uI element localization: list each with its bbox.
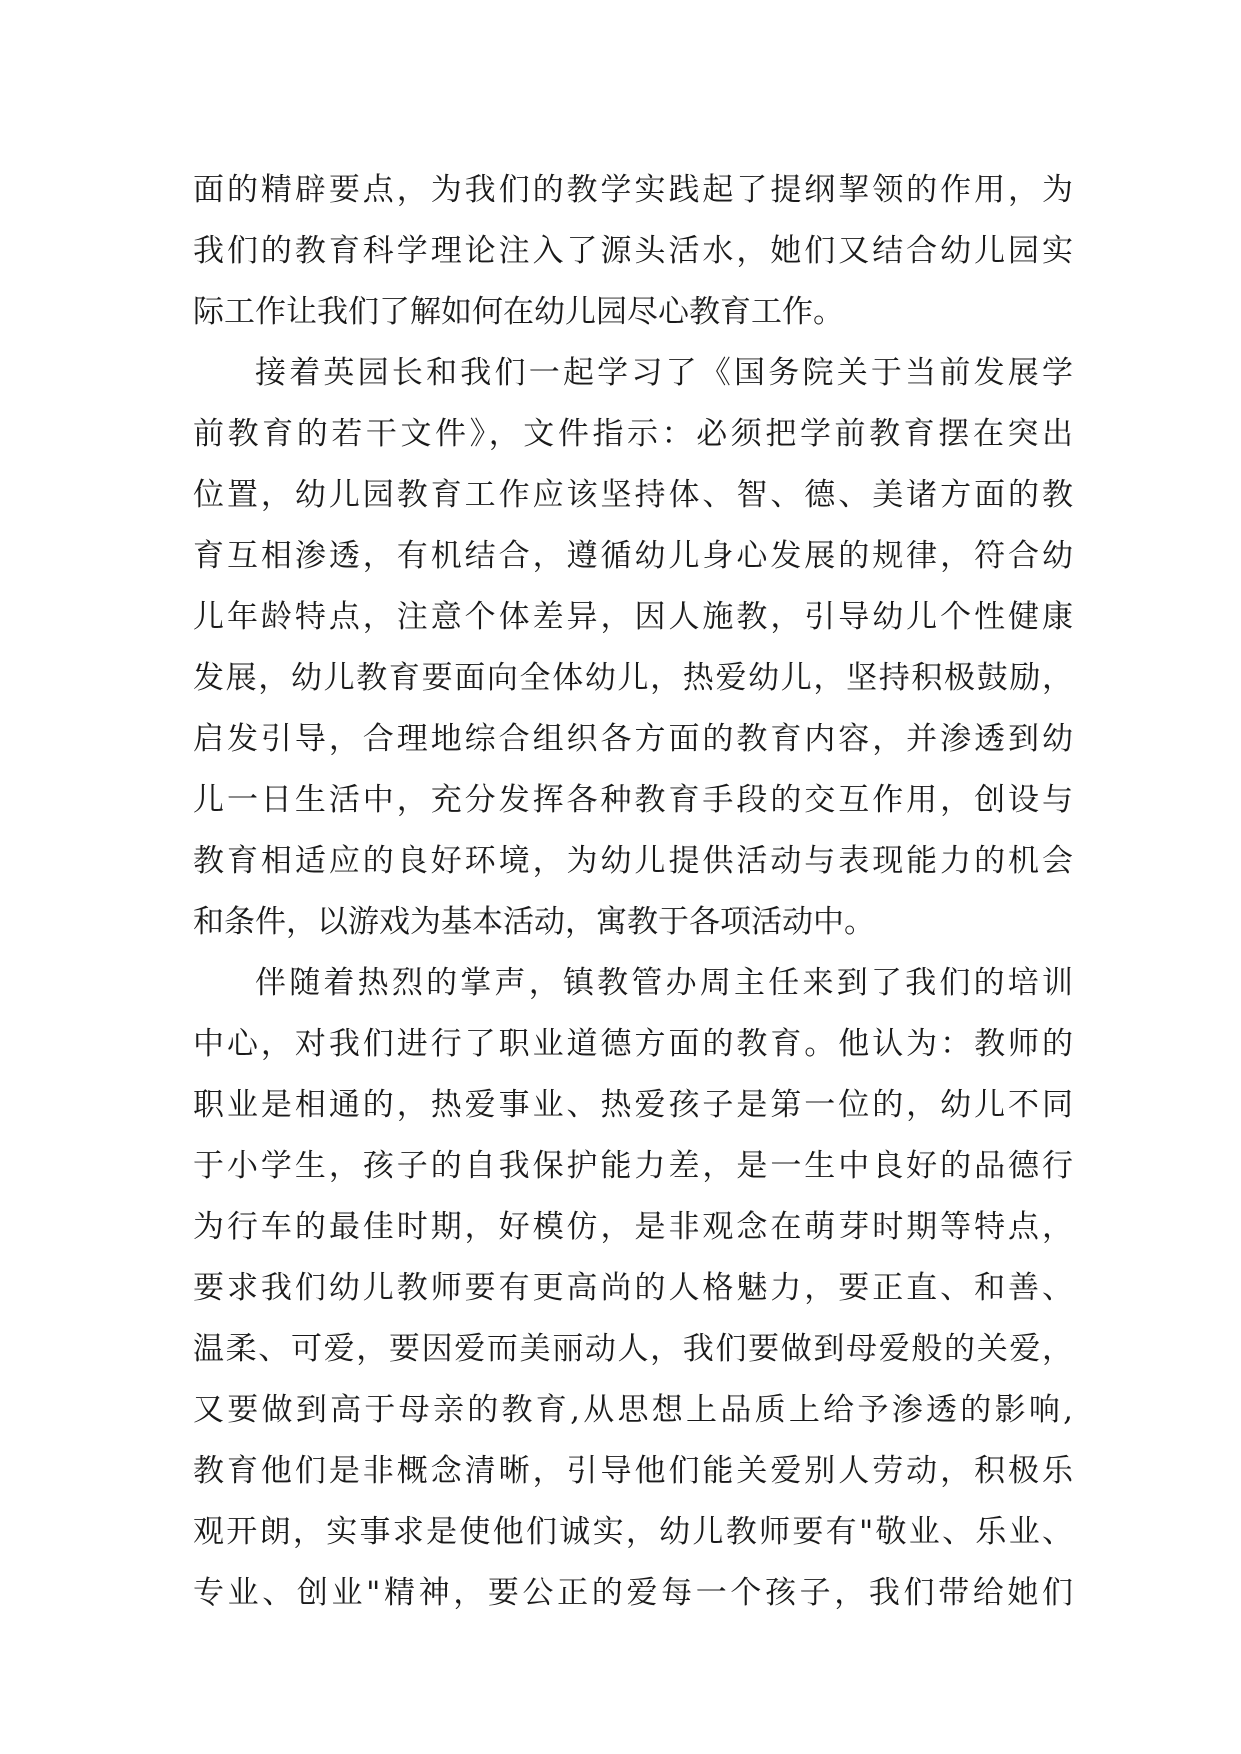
text-line: 于小学生，孩子的自我保护能力差，是一生中良好的品德行 xyxy=(193,1148,1073,1184)
text-line: 面的精辟要点，为我们的教学实践起了提纲挈领的作用，为 xyxy=(193,172,1073,208)
text-line: 育互相渗透，有机结合，遵循幼儿身心发展的规律，符合幼 xyxy=(193,538,1073,574)
text-line: 教育相适应的良好环境，为幼儿提供活动与表现能力的机会 xyxy=(193,843,1073,879)
text-line: 际工作让我们了解如何在幼儿园尽心教育工作。 xyxy=(193,294,844,330)
text-line: 我们的教育科学理论注入了源头活水，她们又结合幼儿园实 xyxy=(193,233,1073,269)
text-line: 位置，幼儿园教育工作应该坚持体、智、德、美诸方面的教 xyxy=(193,477,1073,513)
paragraph-first-line: 接着英园长和我们一起学习了《国务院关于当前发展学 xyxy=(255,355,1073,391)
text-line: 要求我们幼儿教师要有更高尚的人格魅力，要正直、和善、 xyxy=(193,1270,1073,1306)
text-line: 温柔、可爱，要因爱而美丽动人，我们要做到母爱般的关爱， xyxy=(193,1331,1073,1367)
text-line: 前教育的若干文件》，文件指示：必须把学前教育摆在突出 xyxy=(193,416,1073,452)
text-line: 教育他们是非概念清晰，引导他们能关爱别人劳动，积极乐 xyxy=(193,1453,1073,1489)
text-line: 中心，对我们进行了职业道德方面的教育。他认为：教师的 xyxy=(193,1026,1073,1062)
text-line: 儿年龄特点，注意个体差异，因人施教，引导幼儿个性健康 xyxy=(193,599,1073,635)
document-body xyxy=(193,160,1073,1624)
text-line: 观开朗，实事求是使他们诚实，幼儿教师要有"敬业、乐业、 xyxy=(193,1514,1073,1550)
paragraph-first-line: 伴随着热烈的掌声，镇教管办周主任来到了我们的培训 xyxy=(255,965,1073,1001)
text-line: 为行车的最佳时期，好模仿，是非观念在萌芽时期等特点， xyxy=(193,1209,1073,1245)
text-line: 职业是相通的，热爱事业、热爱孩子是第一位的，幼儿不同 xyxy=(193,1087,1073,1123)
text-line: 儿一日生活中，充分发挥各种教育手段的交互作用，创设与 xyxy=(193,782,1073,818)
text-line: 启发引导，合理地综合组织各方面的教育内容，并渗透到幼 xyxy=(193,721,1073,757)
text-line: 又要做到高于母亲的教育,从思想上品质上给予渗透的影响, xyxy=(193,1392,1073,1428)
text-line: 和条件，以游戏为基本活动，寓教于各项活动中。 xyxy=(193,904,875,940)
text-line: 专业、创业"精神，要公正的爱每一个孩子，我们带给她们 xyxy=(193,1575,1073,1611)
text-line: 发展，幼儿教育要面向全体幼儿，热爱幼儿，坚持积极鼓励， xyxy=(193,660,1073,696)
